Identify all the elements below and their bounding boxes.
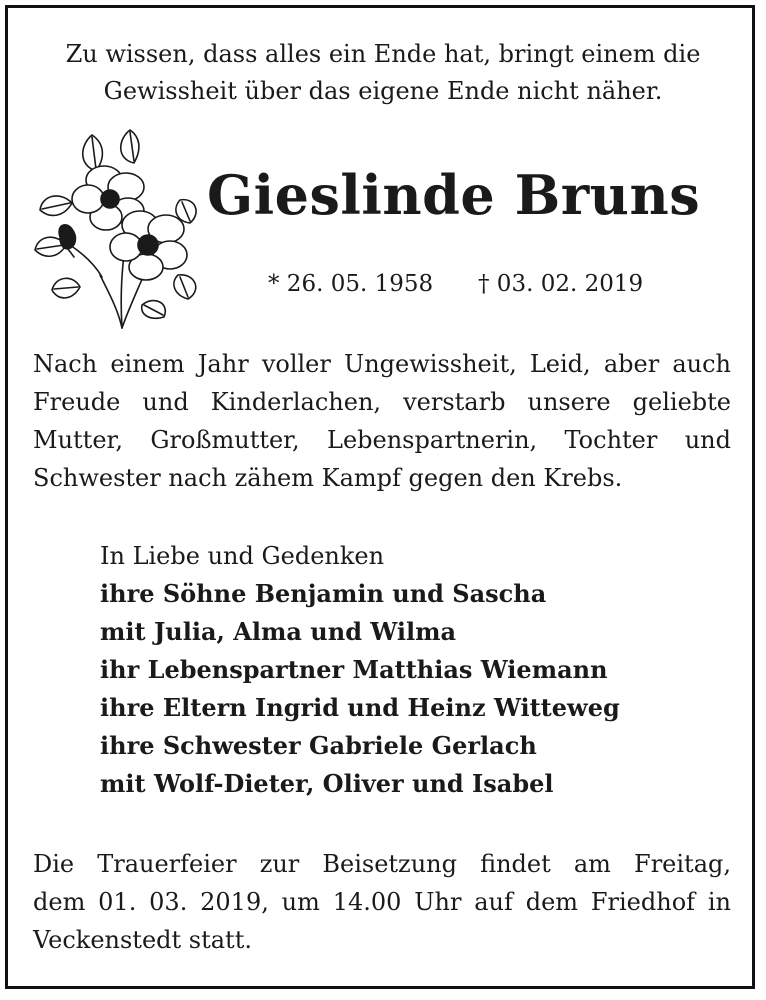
funeral-line: dem 01. 03. 2019, um 14.00 Uhr auf dem Friedhof in: [33, 888, 731, 916]
mourners-intro: In Liebe und Gedenken: [100, 542, 385, 570]
funeral-info: [33, 845, 731, 959]
mourner-line: mit Julia, Alma und Wilma: [100, 617, 457, 646]
notice-text: [33, 345, 731, 497]
notice-line: Schwester nach zähem Kampf gegen den Krebs.: [33, 464, 623, 492]
mourner-line: mit Wolf-Dieter, Oliver und Isabel: [100, 769, 554, 798]
motto-quote: [10, 36, 756, 110]
mourner-line: ihr Lebenspartner Matthias Wiemann: [100, 655, 608, 684]
mourners-list: [100, 537, 620, 803]
notice-line: Freude und Kinderlachen, verstarb unsere geliebte: [33, 388, 731, 416]
notice-line: Nach einem Jahr voller Ungewissheit, Leid, aber auch: [33, 350, 731, 378]
birth-date: * 26. 05. 1958: [268, 271, 434, 297]
funeral-line: Die Trauerfeier zur Beisetzung findet am Freitag,: [33, 850, 731, 878]
mourner-line: ihre Eltern Ingrid und Heinz Witteweg: [100, 693, 620, 722]
motto-line: Gewissheit über das eigene Ende nicht näher.: [103, 77, 663, 105]
notice-line: Mutter, Großmutter, Lebenspartnerin, Tochter und: [33, 426, 731, 454]
motto-line: Zu wissen, dass alles ein Ende hat, bringt einem die: [65, 40, 701, 68]
death-date: † 03. 02. 2019: [478, 271, 644, 297]
deceased-name: Gieslinde Bruns: [207, 163, 701, 227]
mourner-line: ihre Schwester Gabriele Gerlach: [100, 731, 537, 760]
funeral-line: Veckenstedt statt.: [33, 926, 252, 954]
flower-icon: [30, 125, 205, 330]
mourner-line: ihre Söhne Benjamin und Sascha: [100, 579, 547, 608]
